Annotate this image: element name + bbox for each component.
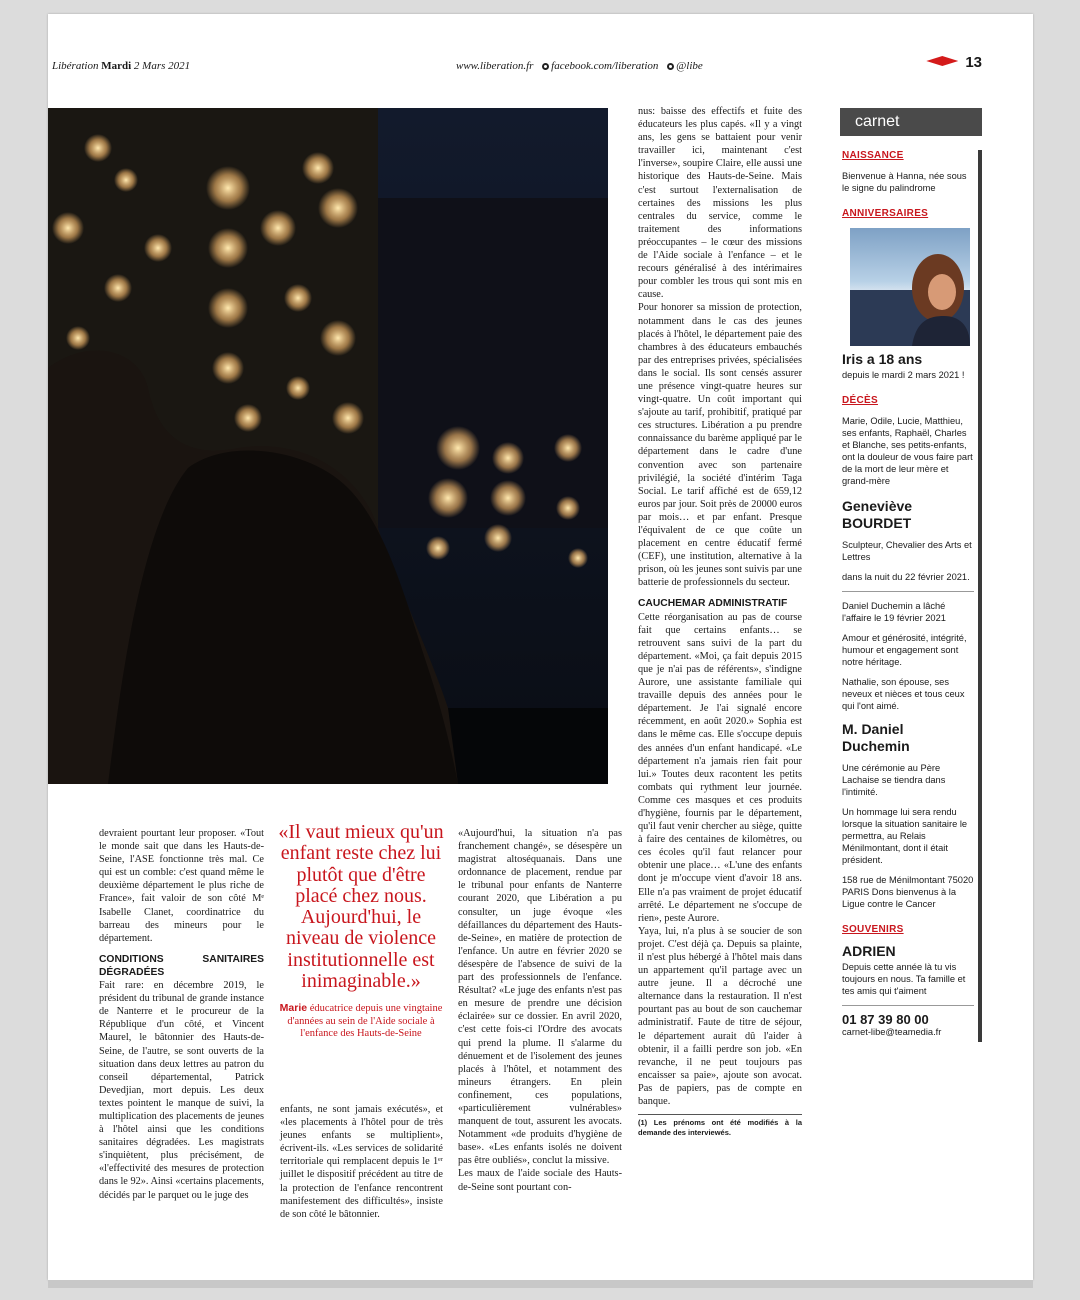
paragraph: Yaya, lui, n'a plus à se soucier de son projet. C'est déjà ça. Depuis sa plainte, il n'est plus hébergé à l'hôtel mais dans un appartement qu'il partage avec un autre jeune. Il a décroché une alternance dans la restauration. Il n'est pourtant pas au bout de son cauchemar administratif. Faute de titre de séjour, le département aurait dû l'aider à obtenir, il a failli perdre son job. «En revanche, il ne peut toujours pas encaisser sa paie», ajoute son avocat. Pas de papiers, pas de compte en banque. [638,925,802,1108]
header-dateline [52,60,190,72]
article-photo [48,108,608,784]
facebook-link[interactable]: facebook.com/liberation [551,60,659,72]
article-column-2 [280,1103,443,1221]
naissance-text: Bienvenue à Hanna, née sous le signe du palindrome [842,171,967,193]
anniversary-name: Iris a 18 ans [842,351,923,367]
footnote: (1) Les prénoms ont été modifiés à la demande des interviewés. [638,1114,802,1138]
deceased-first-name: Geneviève [842,498,913,514]
souvenir-name: ADRIEN [842,943,896,959]
deceased-last-name: BOURDET [842,515,912,531]
carnet-sidebar [840,108,982,1042]
liberation-logo-icon [926,56,958,66]
pull-quote [277,822,445,1041]
paragraph: devraient pourtant leur proposer. «Tout le monde sait que dans les Hauts-de-Seine, l'ASE fonctionne très mal. Ce qui est un comble: c'est quand même le deuxième département le plus riche de France», fait valoir de son côté Mᵉ Isabelle Clanet, coordinatrice du barreau des mineurs pour le département. [99,828,264,944]
page-number: 13 [965,54,982,71]
page-number-block [926,54,982,71]
deces-family: Marie, Odile, Lucie, Matthieu, ses enfants, Raphaël, Charles et Blanche, ses petits-enfants, ont la douleur de vous faire part de la mort de leur mère et grand-mère [842,416,973,486]
portrait-photo [850,228,970,346]
deceased-date: dans la nuit du 22 février 2021. [842,572,970,582]
paragraph: Fait rare: en décembre 2019, le président du tribunal de grande instance de Nanterre et le procureur de la République d'un côté, et Vincent Maurel, le bâtonnier des Hauts-de-Seine, de l'autre, se sont ouverts de la situation dans deux lettres au patron du conseil départemental, Patrick Devedjian, mort depuis. Les deux textes pointent le manque de suivi, la multiplication des placements de jeunes à l'hôtel ainsi que les conditions sanitaires dégradées. Les magistrats s'inquiètent, plus précisément, de «l'effectivité des mesures de protection dans le 92». Ainsi «certains placements, décidés par le parquet ou le juge des [99,980,264,1201]
paragraph: Cette réorganisation au pas de course fait que certains enfants… se retrouvent sans suivi de la part du département. «Moi, ça fait depuis 2015 que je n'ai pas de référents», s'indigne Aurore, une assistante familiale qui travaille depuis des années pour le département. Je l'ai signalé encore récemment, en août 2020.» Sophia est dans le même cas. Elle s'occupe depuis des années d'un enfant handicapé. «Le département n'a jamais rien fait pour lui.» Toutes deux racontent les petits combats qui rythment leur journée. Comme ces masques et ces produits d'hygiène, fournis par le département, qu'il faut venir chercher au siège, quitte à faire des centaines de kilomètres, ou ces écoles qu'il faut relancer pour obtenir une place… «L'une des enfants dont je m'occupe vient d'avoir 18 ans. Elle n'a pas vraiment de projet éducatif arrêté. Le département ne s'occupe de rien», peste Aurore. [638,611,802,924]
quote-role: éducatrice depuis une vingtaine d'années au sein de l'Aide sociale à l'enfance des Hauts-de-Seine [287,1003,443,1040]
section-deces: DÉCÈS [842,395,878,406]
paragraph: enfants, ne sont jamais exécutés», et «les placements à l'hôtel pour de très jeunes enfants se multiplient», écrivent-ils. «Les services de solidarité territoriale qui remplacent depuis le 1ᵉʳ juillet le dispositif précédent au titre de la protection de l'enfance rencontrent manifestement des difficultés», insiste de son côté le bâtonnier. [280,1104,443,1220]
facebook-icon [542,63,549,70]
article-column-1 [99,827,264,1202]
paragraph: «Aujourd'hui, la situation n'a pas franchement changé», se désespère un magistrat altoséquanais. Dans une ordonnance de placement, rendue par le tribunal pour enfants de Nanterre courant 2020, que Libération a pu consulter, un juge évoque «les défaillances du département des Hauts-de-Seine», en matière de protection de l'enfance. Un autre en février 2020 se désespère de l'absence de suivi de la part des professionnels de l'enfance. Résultat? «Le juge des enfants n'est pas en mesure de prendre une décision éclairée» sur ce dossier. En avril 2020, c'est cette fois-ci l'Ordre des avocats qui prend la plume. Il s'alarme du dénuement et de l'isolement des jeunes placés à l'hôtel, et notamment des mineurs étrangers. En plein confinement, ces populations, «particulièrement vulnérables» manquent de tout, assurent les avocats. Notamment «de produits d'hygiène de base». «Les enfants isolés ne doivent pas être oubliés», conclut la missive. [458,828,622,1167]
section-naissance: NAISSANCE [842,150,904,161]
site-link[interactable]: www.liberation.fr [456,60,534,72]
subheading: CONDITIONS SANITAIRES DÉGRADÉES [99,953,264,978]
night-city-photo [48,108,608,784]
section-souvenirs: SOUVENIRS [842,924,904,935]
address-text: 158 rue de Ménilmontant 75020 PARIS Dons bienvenus à la Ligue contre le Cancer [842,875,974,909]
duchemin-family: Nathalie, son épouse, ses neveux et nièces et tous ceux qui l'ont aimé. [842,677,965,711]
carnet-body [840,150,982,1042]
article-column-4 [638,105,802,1138]
section-anniversaires: ANNIVERSAIRES [842,208,929,219]
carnet-title: carnet [840,108,982,136]
brand-name: Libération [52,60,99,72]
header-date: 2 Mars 2021 [133,60,191,72]
page-header [52,50,982,72]
duchemin-name-last: Duchemin [842,738,910,754]
deceased-role: Sculpteur, Chevalier des Arts et Lettres [842,540,972,562]
carnet-email[interactable]: carnet-libe@teamedia.fr [842,1027,942,1037]
duchemin-tribute: Amour et générosité, intégrité, humour et engagement sont notre héritage. [842,633,967,667]
duchemin-announcement: Daniel Duchemin a lâché l'affaire le 19 février 2021 [842,601,946,623]
twitter-link[interactable]: @libe [676,60,703,72]
ceremony-text: Une cérémonie au Père Lachaise se tiendra dans l'intimité. [842,763,946,797]
paragraph: Pour honorer sa mission de protection, notamment dans le cas des jeunes placés à l'hôtel, le département paie des chambres à des éducateurs embauchés par des entreprises privées, spécialisées dans le social. Ils sont censés assurer une présence vingt-quatre heures sur vingt-quatre. Un coût important qui s'ajoute au tarif, prohibitif, pratiqué par ces structures. Libération a pu prendre connaissance du barème appliqué par le département dans le cadre d'une convention avec son partenaire privilégié, la société d'intérim Taga Social. Le tarif affiché est de 659,12 euros par jour. Soit près de 20000 euros par mois… et par enfant. Presque l'équivalent de ce que coûte un placement en centre éducatif fermé (CEF), une institution, alternative à la prison, où les jeunes sont suivis par une batterie de professionnels du secteur. [638,302,802,589]
duchemin-name-first: M. Daniel [842,721,904,737]
paragraph: Les maux de l'aide sociale des Hauts-de-Seine sont pourtant con- [458,1168,622,1193]
article-column-3 [458,827,622,1194]
carnet-phone[interactable]: 01 87 39 80 00 [842,1012,929,1027]
page-bottom-edge [48,1280,1033,1288]
divider [842,1005,974,1006]
souvenir-text: Depuis cette année là tu vis toujours en nous. Ta famille et tes amis qui t'aiment [842,962,966,996]
quote-text: «Il vaut mieux qu'un enfant reste chez lui plutôt que d'être placé chez nous. Aujourd'hui, le niveau de violence institutionnelle est inimaginable.» [278,821,444,993]
quote-attribution [277,1002,445,1041]
subheading: CAUCHEMAR ADMINISTRATIF [638,598,788,610]
header-day: Mardi [101,60,132,72]
twitter-icon [667,63,674,70]
hommage-text: Un hommage lui sera rendu lorsque la situation sanitaire le permettra, au Relais Ménilmontant, dont il était président. [842,807,968,865]
anniversary-text: depuis le mardi 2 mars 2021 ! [842,370,965,380]
header-links [456,60,703,72]
quote-author: Marie [279,1002,308,1015]
portrait-image [850,228,970,346]
divider [842,591,974,592]
paragraph: nus: baisse des effectifs et fuite des éducateurs les plus capés. «Il y a vingt ans, les gens se battaient pour venir travailler ici, maintenant c'est l'inverse», soupire Claire, elle aussi une historique des Hauts-de-Seine. Mais c'est surtout l'externalisation de certaines des missions les plus centrales du service, comme le traitement des informations préoccupantes – le cœur des missions de l'Aide sociale à l'enfance – et le recours généralisé à des intérimaires pour combler les trous qui sont mis en cause. [638,106,802,301]
